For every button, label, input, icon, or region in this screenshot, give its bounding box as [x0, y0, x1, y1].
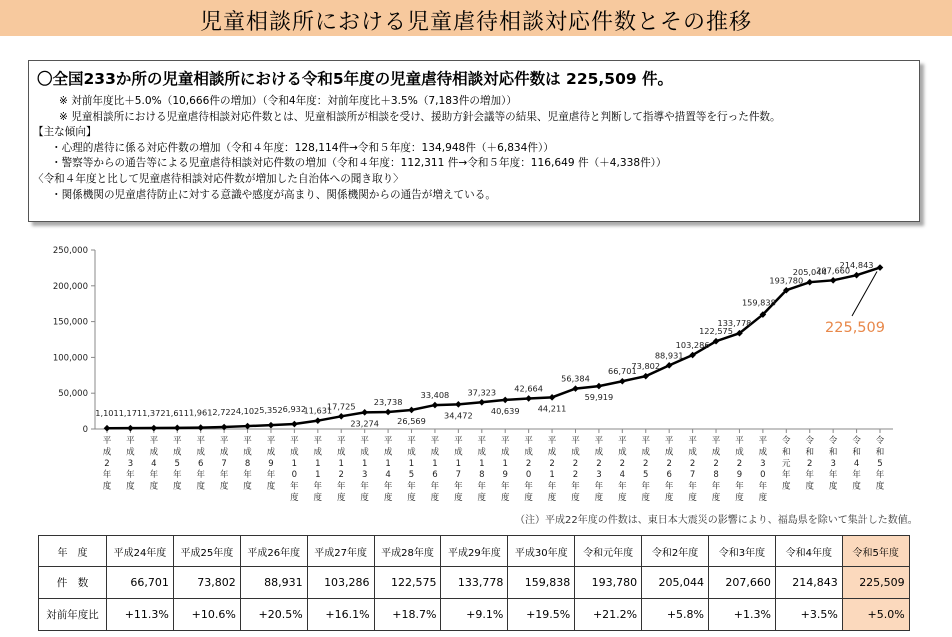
data-label: 34,472 [444, 410, 473, 421]
table-header-row-cell: 令和5年度 [842, 536, 909, 567]
data-label: 56,384 [561, 373, 590, 384]
table-count-row-cell: 73,802 [173, 567, 240, 599]
table-header-row-cell: 平成25年度 [173, 536, 240, 567]
trend-item-2: ・警察等からの通告等による児童虐待相談対応件数の増加（令和４年度：112,311 件→令和５年度：116,649 件（＋4,338件）） [51, 157, 667, 169]
table-ratio-row-cell: +16.1% [307, 599, 374, 631]
data-label: 159,838 [741, 297, 776, 308]
page-title: 児童相談所における児童虐待相談対応件数とその推移 [199, 10, 752, 35]
table-ratio-row-cell: +9.1% [441, 599, 508, 631]
table-ratio-row-cell: +5.8% [642, 599, 709, 631]
data-label: 133,778 [717, 318, 752, 329]
data-point [408, 407, 415, 414]
data-point [268, 422, 275, 429]
data-point [244, 423, 251, 430]
table-header-row-cell: 令和元年度 [575, 536, 642, 567]
table-ratio-row-cell: +19.5% [508, 599, 575, 631]
data-label: 1,171 [118, 408, 143, 419]
table-count-row-cell: 133,778 [441, 567, 508, 599]
chart-footnote: （注）平成22年度の件数は、東日本大震災の影響により、福島県を除いて集計した数値。 [515, 515, 918, 526]
data-label: 73,802 [631, 361, 661, 372]
data-label: 5,352 [259, 405, 283, 416]
data-label: 59,919 [584, 392, 614, 403]
data-label: 23,274 [350, 418, 379, 429]
x-tick-label: 平成 1 9 年度 [500, 436, 510, 503]
data-point [830, 277, 837, 284]
data-label: 26,569 [397, 415, 426, 426]
y-tick-label: 200,000 [52, 281, 88, 292]
table-ratio-row-label: 対前年度比 [39, 599, 107, 631]
x-tick-label: 平成 1 7 年度 [454, 436, 463, 503]
x-tick-label: 平成 2 4 年度 [618, 436, 627, 503]
table-header-row-cell: 平成27年度 [307, 536, 374, 567]
data-point [806, 279, 813, 286]
data-label: 103,286 [675, 340, 710, 351]
x-tick-label: 平成 1 4 年度 [383, 436, 393, 503]
table-header-row-cell: 令和2年度 [642, 536, 709, 567]
x-tick-label: 令和 4 年度 [852, 436, 861, 492]
summary-box [28, 60, 920, 222]
table-header-row [39, 536, 910, 567]
x-tick-label: 令和 5 年度 [875, 436, 885, 492]
data-point [853, 272, 860, 279]
title-bar [0, 0, 952, 36]
table-header-row-cell: 令和3年度 [709, 536, 776, 567]
y-tick-label: 0 [82, 425, 88, 435]
y-tick-label: 50,000 [58, 389, 88, 400]
data-label: 1,961 [188, 407, 213, 418]
data-point [174, 425, 181, 432]
series-line [107, 268, 880, 429]
table-count-row-cell: 193,780 [575, 567, 642, 599]
x-tick-label: 平成 1 6 年度 [430, 436, 440, 503]
x-tick-label: 平成 1 1 年度 [313, 436, 323, 503]
table-count-row-cell: 122,575 [374, 567, 441, 599]
data-label: 6,932 [282, 404, 307, 415]
table-count-row-label: 件 数 [39, 567, 107, 599]
data-point [549, 394, 556, 401]
highlight-callout-line [852, 272, 877, 316]
summary-headline: 〇全国233か所の児童相談所における令和5年度の児童虐待相談対応件数は 225,509 件。 [37, 70, 674, 88]
data-label: 4,102 [235, 406, 260, 417]
y-tick-label: 150,000 [52, 317, 88, 328]
x-tick-label: 平成 2 7 年度 [688, 436, 697, 503]
table-ratio-row-cell: +21.2% [575, 599, 642, 631]
data-label: 23,738 [373, 397, 403, 408]
data-label: 42,664 [514, 383, 543, 394]
data-point [455, 401, 462, 408]
data-point [151, 425, 158, 432]
data-point [572, 385, 579, 392]
x-tick-label: 平成 1 2 年度 [336, 436, 346, 503]
data-labels [95, 260, 885, 428]
x-tick-label: 令和 3 年度 [828, 436, 838, 492]
data-point [104, 425, 111, 432]
data-point [197, 424, 204, 431]
table-ratio-row-cell: +11.3% [107, 599, 174, 631]
summary-note-2: ※ 児童相談所における児童虐待相談対応件数とは、児童相談所が相談を受け、援助方針会議等の結果、児童虐待と判断して指導や措置等を行った件数。 [59, 111, 781, 123]
table-header-row-cell: 平成24年度 [107, 536, 174, 567]
data-point [338, 413, 345, 420]
y-tick-label: 250,000 [52, 246, 88, 256]
data-point [596, 383, 603, 390]
interview-heading: 〈令和４年度と比して児童虐待相談対応件数が増加した自治体への聞き取り〉 [33, 173, 404, 185]
x-tick-label: 平成 1 8 年度 [477, 436, 487, 503]
data-label: 205,044 [792, 267, 827, 278]
table-count-row [39, 567, 910, 599]
table-header-row-cell: 令和4年度 [775, 536, 842, 567]
table-ratio-row-cell: +20.5% [240, 599, 307, 631]
interview-item-1: ・関係機関の児童虐待防止に対する意識や感度が高まり、関係機関からの通告が増えている。 [51, 189, 496, 201]
x-tick-label: 平成 2 8 年度 [711, 436, 721, 503]
table-count-row-cell: 207,660 [709, 567, 776, 599]
x-tick-label: 平成 3 年度 [126, 436, 135, 492]
x-tick-label: 令和 2 年度 [805, 436, 814, 492]
table-ratio-row-cell: +3.5% [775, 599, 842, 631]
data-point [502, 397, 509, 404]
x-tick-label: 平成 2 1 年度 [547, 436, 557, 503]
table-ratio-row [39, 599, 910, 631]
data-label: 207,660 [816, 265, 851, 276]
x-tick-label: 平成 5 年度 [173, 436, 182, 492]
table-count-row-cell: 159,838 [508, 567, 575, 599]
table-count-row-cell: 103,286 [307, 567, 374, 599]
table-ratio-row-cell: +18.7% [374, 599, 441, 631]
data-label: 17,725 [326, 401, 356, 412]
data-label: 214,843 [839, 260, 874, 271]
data-label: 88,931 [654, 350, 684, 361]
highlight-value-label: 225,509 [825, 320, 885, 336]
table-ratio-row-cell: +5.0% [842, 599, 909, 631]
data-label: 193,780 [769, 275, 804, 286]
data-label: 37,323 [467, 387, 497, 398]
table-count-row-cell: 205,044 [642, 567, 709, 599]
summary-table [38, 535, 910, 631]
x-tick-label: 平成 4 年度 [149, 436, 159, 492]
x-axis [95, 429, 893, 503]
data-point [877, 264, 884, 271]
table-header-row-cell: 平成28年度 [374, 536, 441, 567]
line-chart [0, 236, 952, 511]
x-tick-label: 平成 2 9 年度 [735, 436, 744, 503]
data-label: 40,639 [490, 405, 520, 416]
data-point [385, 409, 392, 416]
x-tick-label: 平成 1 5 年度 [407, 436, 416, 503]
x-tick-label: 平成 3 0 年度 [758, 436, 768, 503]
data-point [525, 395, 532, 402]
data-point [291, 421, 298, 428]
data-label: 2,722 [212, 407, 236, 418]
trend-item-1: ・心理的虐待に係る対応件数の増加（令和４年度：128,114件→令和５年度：134,948件（＋6,834件）） [51, 142, 554, 154]
data-label: 1,372 [142, 408, 166, 419]
x-tick-label: 平成 1 3 年度 [360, 436, 369, 503]
table-count-row-cell: 66,701 [107, 567, 174, 599]
x-tick-label: 平成 2 5 年度 [641, 436, 651, 503]
data-point [619, 378, 626, 385]
table-count-row-cell: 88,931 [240, 567, 307, 599]
data-point [315, 417, 322, 424]
table-count-row-cell: 225,509 [842, 567, 909, 599]
table-ratio-row-cell: +1.3% [709, 599, 776, 631]
data-label: 66,701 [608, 366, 637, 377]
y-axis [53, 246, 95, 435]
x-tick-label: 平成 1 0 年度 [290, 436, 299, 503]
table-header-row-cell: 平成29年度 [441, 536, 508, 567]
table-header-row-cell: 平成26年度 [240, 536, 307, 567]
x-tick-label: 平成 8 年度 [243, 436, 252, 492]
summary-note-1: ※ 対前年度比＋5.0%（10,666件の増加）（令和4年度：対前年度比＋3.5%（7,183件の増加）） [59, 95, 518, 107]
data-label: 1,101 [95, 408, 119, 419]
x-tick-label: 平成 2 3 年度 [594, 436, 604, 503]
x-tick-label: 平成 2 2 年度 [571, 436, 580, 503]
table-header-row-cell: 平成30年度 [508, 536, 575, 567]
data-point [478, 399, 485, 406]
table-ratio-row-cell: +10.6% [173, 599, 240, 631]
data-point [432, 402, 439, 409]
x-tick-label: 令和元年度 [782, 436, 791, 492]
x-tick-label: 平成 2 年度 [102, 436, 112, 492]
trend-heading: 【主な傾向】 [33, 126, 97, 138]
data-label: 1,611 [165, 407, 189, 418]
data-label: 33,408 [420, 390, 450, 401]
x-tick-label: 平成 9 年度 [266, 436, 276, 492]
data-label: 122,575 [699, 326, 733, 337]
table-header-row-label: 年 度 [39, 536, 107, 567]
x-tick-label: 平成 2 6 年度 [664, 436, 674, 503]
data-label: 11,631 [303, 405, 333, 416]
x-tick-label: 平成 7 年度 [219, 436, 229, 492]
x-tick-label: 平成 2 0 年度 [524, 436, 533, 503]
data-point [361, 409, 368, 416]
table-count-row-cell: 214,843 [775, 567, 842, 599]
x-tick-label: 平成 6 年度 [196, 436, 205, 492]
data-label: 44,211 [537, 403, 567, 414]
data-point [127, 425, 134, 432]
y-tick-label: 100,000 [52, 353, 88, 364]
